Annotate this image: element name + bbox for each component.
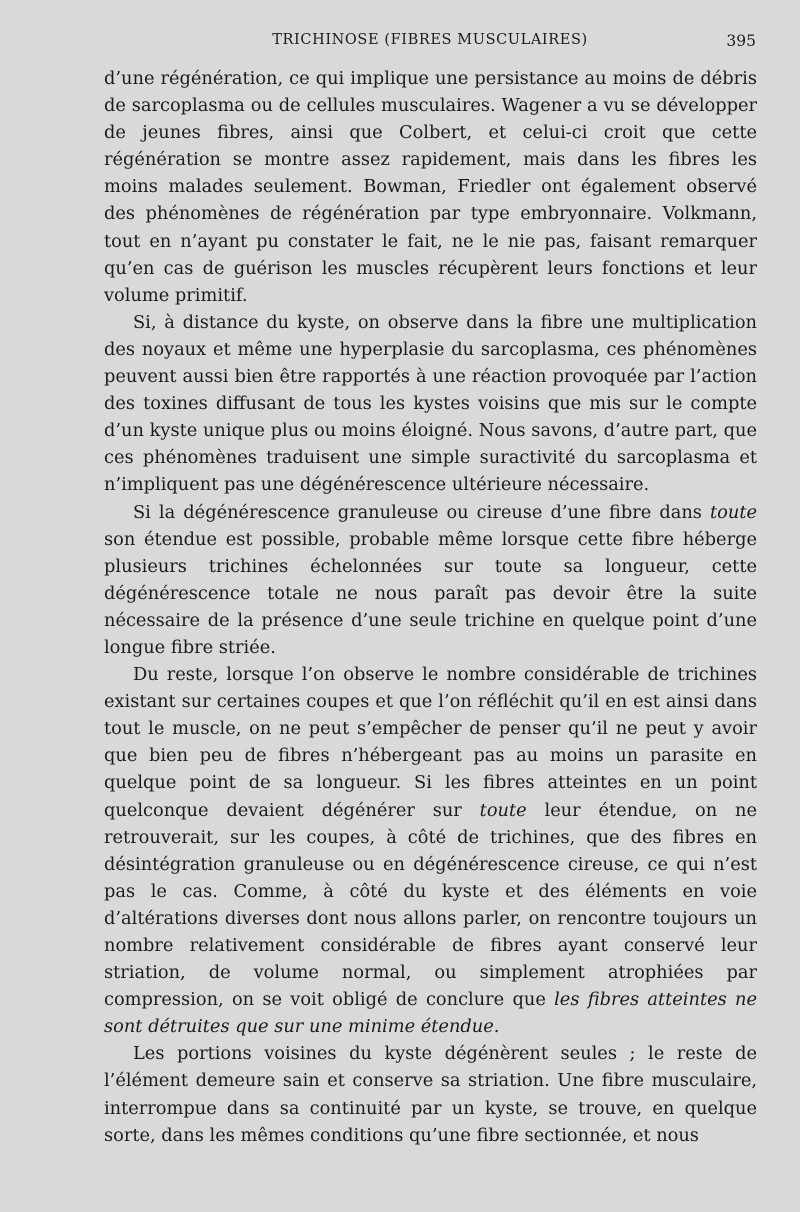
body-text: [104, 65, 757, 1149]
paragraph-4-part-a: Du reste, lorsque l’on observe le nombre considérable de trichines existant sur certaines coupes et que l’on réfléchit qu’il en est ainsi dans tout le muscle, on ne peut s’empêcher de penser qu’il ne peut y avoir que bien peu de fibres n’hébergeant pas au moins un parasite en quelque point de sa longueur. Si les fibres atteintes en un point quelconque devaient dégénérer sur: [104, 664, 757, 821]
page-header: [104, 32, 756, 56]
emphasis-toute-2: toute: [479, 799, 527, 821]
paragraph-3-part-a: Si la dégénérescence granuleuse ou cireuse d’une fibre dans: [133, 501, 711, 523]
paragraph-2: Si, à distance du kyste, on observe dans la fibre une multiplication des noyaux et même une hyperplasie du sarcoplasma, ces phénomènes peuvent aussi bien être rapportés à une réaction provoquée par l’action des toxines diffusant de tous les kystes voisins que mis sur le compte d’un kyste unique plus ou moins éloigné. Nous savons, d’autre part, que ces phénomènes traduisent une simple suractivité du sarcoplasma et n’impliquent pas une dégénérescence ultérieure nécessaire.: [104, 311, 757, 496]
paragraph-5: Les portions voisines du kyste dégénèrent seules ; le reste de l’élément demeure sain et conserve sa striation. Une fibre musculaire, interrompue dans sa continuité par un kyste, se trouve, en quelque sorte, dans les mêmes conditions qu’une fibre sectionnée, et nous: [104, 1043, 757, 1146]
emphasis-conclusion: les fibres atteintes ne sont détruites que sur une minime étendue.: [104, 989, 757, 1038]
page-number: 395: [726, 32, 756, 50]
paragraph-4: [104, 661, 757, 1040]
paragraph-3-part-b: son étendue est possible, probable même lorsque cette fibre héberge plusieurs trichines échelonnées sur toute sa longueur, cette dégénérescence totale ne nous paraît pas devoir être la suite nécessaire de la présence d’une seule trichine en quelque point d’une longue fibre striée.: [104, 528, 757, 658]
emphasis-toute: toute: [710, 501, 757, 523]
paragraph-3: [104, 499, 757, 662]
running-title: TRICHINOSE (FIBRES MUSCULAIRES): [272, 32, 588, 48]
paragraph-4-part-b: leur étendue, on ne retrouverait, sur les coupes, à côté de trichines, que des fibres en désintégration granuleuse ou en dégénérescence cireuse, ce qui n’est pas le cas. Comme, à côté du kyste et des éléments en voie d’altérations diverses dont nous allons parler, on rencontre toujours un nombre relativement considérable de fibres ayant conservé leur striation, de volume normal, ou simplement atrophiées par compression, on se voit obligé de conclure que: [104, 799, 757, 1011]
paragraph-1: d’une régénération, ce qui implique une persistance au moins de débris de sarcoplasma ou de cellules musculaires. Wagener a vu se développer de jeunes fibres, ainsi que Colbert, et celui-ci croit que cette régénération se montre assez rapidement, mais dans les fibres les moins malades seulement. Bowman, Friedler ont également observé des phénomènes de régénération par type embryonnaire. Volkmann, tout en n’ayant pu constater le fait, ne le nie pas, faisant remarquer qu’en cas de guérison les muscles récupèrent leurs fonctions et leur volume primitif.: [104, 68, 757, 306]
